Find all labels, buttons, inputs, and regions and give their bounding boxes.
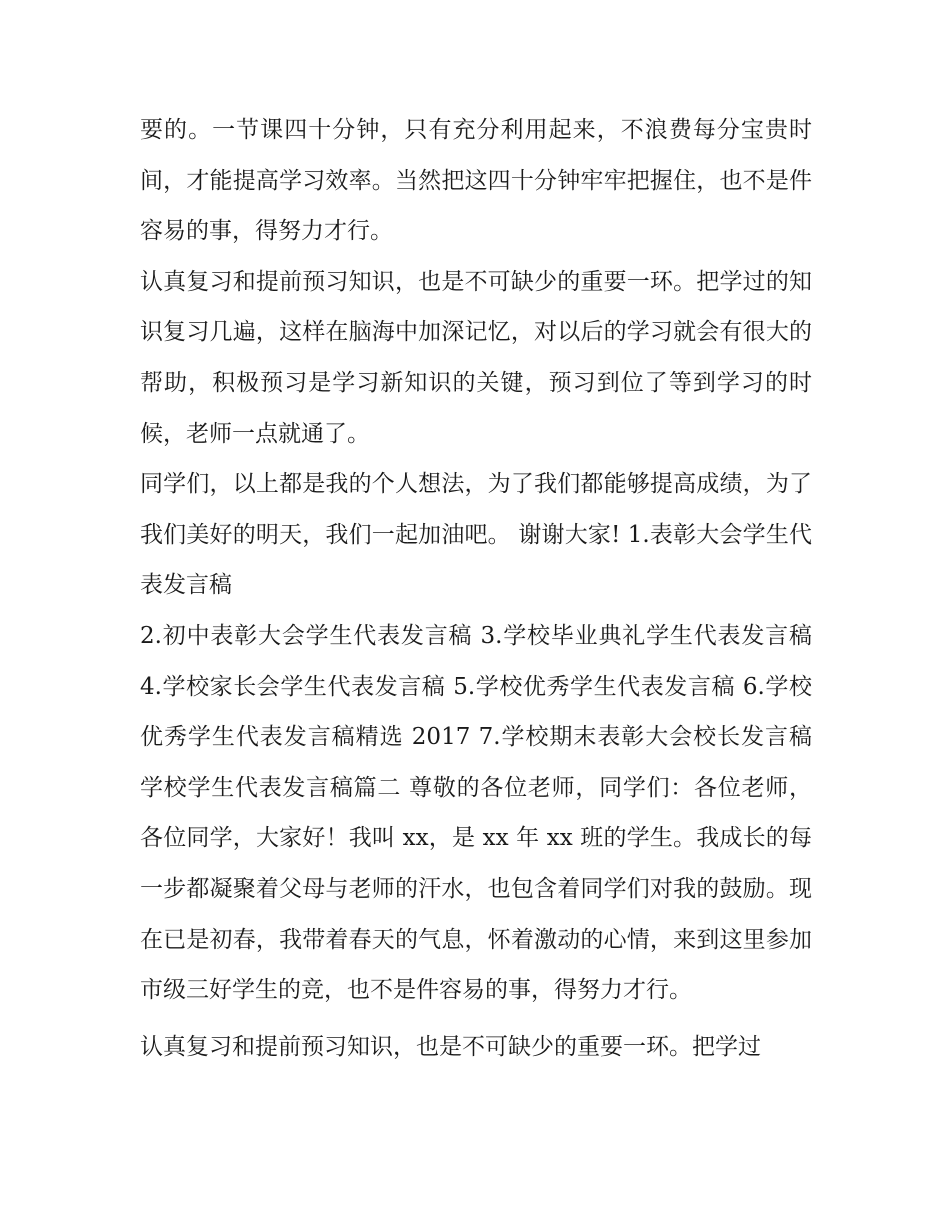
document-body	[140, 105, 812, 1072]
paragraph-3: 同学们，以上都是我的个人想法，为了我们都能够提高成绩，为了我们美好的明天，我们一起加油吧。 谢谢大家! 1.表彰大会学生代表发言稿	[140, 471, 812, 599]
paragraph-5: 认真复习和提前预习知识，也是不可缺少的重要一环。把学过	[140, 1033, 761, 1060]
paragraph-4: 2.初中表彰大会学生代表发言稿 3.学校毕业典礼学生代表发言稿 4.学校家长会学生代表发言稿 5.学校优秀学生代表发言稿 6.学校优秀学生代表发言稿精选 2017 7.学校期末表彰大会校长发言稿 学校学生代表发言稿篇二 尊敬的各位老师，同学们：各位老师，各位同学，大家好！我叫 xx，是 xx 年 xx 班的学生。我成长的每一步都凝聚着父母与老师的汗水，也包含着同学们对我的鼓励。现在已是初春，我带着春天的气息，怀着激动的心情，来到这里参加市级三好学生的竞，也不是件容易的事，得努力才行。	[140, 622, 812, 1004]
paragraph-2: 认真复习和提前预习知识，也是不可缺少的重要一环。把学过的知识复习几遍，这样在脑海中加深记忆，对以后的学习就会有很大的帮助，积极预习是学习新知识的关键，预习到位了等到学习的时候，老师一点就通了。	[140, 268, 812, 447]
paragraph-1: 要的。一节课四十分钟，只有充分利用起来，不浪费每分宝贵时间，才能提高学习效率。当然把这四十分钟牢牢把握住，也不是件容易的事，得努力才行。	[140, 117, 812, 245]
